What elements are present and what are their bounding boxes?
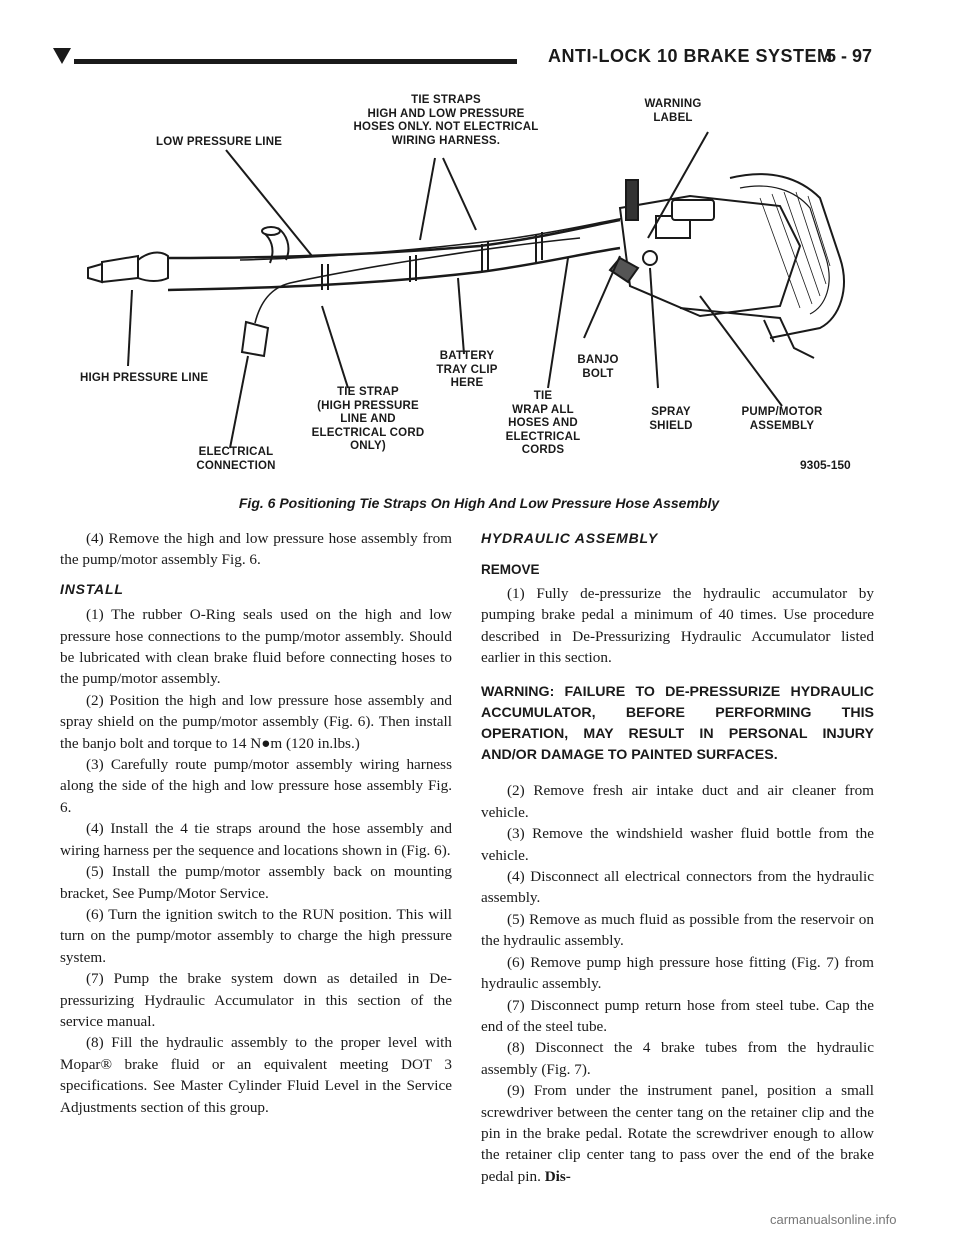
callout-warning-label: WARNING LABEL — [644, 98, 702, 124]
remove-heading: REMOVE — [481, 562, 540, 578]
remove-step: (6) Remove pump high pressure hose fitting (Fig. 7) from hydraulic assembly. — [481, 953, 874, 993]
callout-battery-tray-clip: BATTERY TRAY CLIP HERE — [436, 350, 498, 389]
callout-high-pressure-line: HIGH PRESSURE LINE — [80, 372, 209, 384]
header-rule — [74, 59, 517, 64]
remove-step-9-text: (9) From under the instrument panel, position a small screwdriver between the center tang on the retainer clip and the pin in the brake pedal. Rotate the screwdriver enough to allow the retainer clip center tang to pass over the end of the brake pedal pin. — [481, 1082, 874, 1185]
callout-pump-motor: PUMP/MOTOR ASSEMBLY — [741, 406, 823, 432]
remove-step: (8) Disconnect the 4 brake tubes from the hydraulic assembly (Fig. 7). — [481, 1039, 874, 1078]
callout-tie-straps: TIE STRAPS HIGH AND LOW PRESSURE HOSES ONLY. NOT ELECTRICAL WIRING HARNESS. — [353, 94, 539, 147]
remove-step: (7) Disconnect pump return hose from steel tube. Cap the end of the steel tube. — [481, 996, 874, 1035]
install-step: (4) Install the 4 tie straps around the hose assembly and wiring harness per the sequence and locations shown in (Fig. 6). — [60, 820, 452, 859]
figure-caption: Fig. 6 Positioning Tie Straps On High And Low Pressure Hose Assembly — [238, 495, 720, 511]
figure-id: 9305-150 — [800, 458, 851, 472]
watermark: carmanualsonline.info — [770, 1212, 897, 1227]
install-step: (8) Fill the hydraulic assembly to the proper level with Mopar® brake fluid or an equivalent meeting DOT 3 specifications. See Master Cylinder Fluid Level in the Service Adjustments section of this group. — [60, 1034, 452, 1116]
install-step: (7) Pump the brake system down as detailed in De-pressurizing Hydraulic Accumulator in this section of the service manual. — [60, 970, 452, 1030]
remove-step: (4) Disconnect all electrical connectors from the hydraulic assembly. — [481, 868, 874, 907]
figure-6 — [60, 88, 908, 478]
install-step: (5) Install the pump/motor assembly back on mounting bracket, See Pump/Motor Service. — [60, 863, 452, 902]
warning-note: WARNING: FAILURE TO DE-PRESSURIZE HYDRAULIC ACCUMULATOR, BEFORE PERFORMING THIS OPERATION, MAY RESULT IN PERSONAL INJURY AND/OR DAMAGE TO PAINTED SURFACES. — [481, 684, 874, 764]
callout-electrical-connection: ELECTRICAL CONNECTION — [196, 446, 276, 472]
left-column — [60, 528, 452, 1118]
remove-step-9-tail: Dis- — [544, 1167, 571, 1185]
callout-banjo-bolt: BANJO BOLT — [577, 354, 619, 380]
remove-step-9 — [481, 1080, 874, 1187]
callout-tie-wrap: TIE WRAP ALL HOSES AND ELECTRICAL CORDS — [505, 390, 581, 456]
remove-step-4: (4) Remove the high and low pressure hose assembly from the pump/motor assembly Fig. 6. — [60, 530, 452, 569]
callout-tie-strap-high: TIE STRAP (HIGH PRESSURE LINE AND ELECTRICAL CORD ONLY) — [311, 386, 425, 452]
install-heading: INSTALL — [60, 580, 124, 597]
remove-step: (3) Remove the windshield washer fluid bottle from the vehicle. — [481, 825, 874, 864]
page-number: 5 - 97 — [826, 46, 873, 66]
callout-low-pressure-line: LOW PRESSURE LINE — [156, 136, 283, 148]
install-step: (3) Carefully route pump/motor assembly wiring harness along the side of the high and low pressure hose assembly Fig. 6. — [60, 756, 452, 816]
remove-step: (1) Fully de-pressurize the hydraulic accumulator by pumping brake pedal a minimum of 40 times. Use procedure described in De-Pressurizing Hydraulic Accumulator listed earlier in this section. — [481, 584, 874, 667]
header-triangle-icon — [53, 48, 71, 64]
right-column — [481, 528, 874, 1187]
install-step: (1) The rubber O-Ring seals used on the high and low pressure hose connections to the pump/motor assembly. Should be lubricated with clean brake fluid before connecting hoses to the pump/motor assembly. — [60, 606, 452, 688]
install-step: (2) Position the high and low pressure hose assembly and spray shield on the pump/motor assembly (Fig. 6). Then install the banjo bolt and torque to 14 N●m (120 in.lbs.) — [60, 691, 452, 752]
remove-step: (2) Remove fresh air intake duct and air cleaner from vehicle. — [481, 782, 874, 821]
remove-step: (5) Remove as much fluid as possible from the reservoir on the hydraulic assembly. — [481, 910, 874, 950]
section-title: ANTI-LOCK 10 BRAKE SYSTEM — [548, 46, 833, 66]
hydraulic-assembly-heading: HYDRAULIC ASSEMBLY — [481, 530, 658, 546]
callout-spray-shield: SPRAY SHIELD — [649, 406, 693, 432]
install-step: (6) Turn the ignition switch to the RUN position. This will turn on the pump/motor assembly to charge the high pressure system. — [60, 905, 452, 966]
